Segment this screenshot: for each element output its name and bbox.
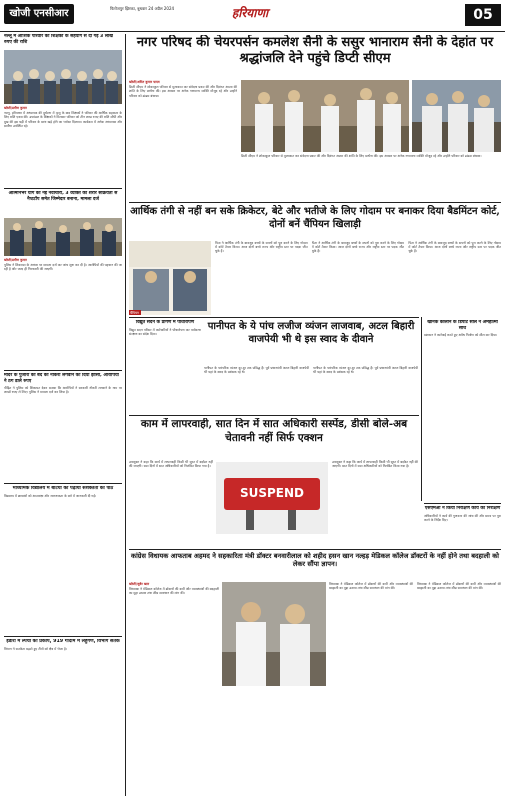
photo-cricket-case xyxy=(4,218,122,256)
story-temple xyxy=(4,373,122,481)
photo-badge: चैंपियन xyxy=(130,310,139,315)
story-byline: खोजी/प्रवीण कुमार xyxy=(4,106,27,110)
story-body: पानीपत के पारंपरिक व्यंजन दूर-दूर तक प्रसिद्ध हैं। पूर्व प्रधानमंत्री अटल बिहारी वाजपेयी भी यहां के स्वाद के प्रशंसक रहे थे। xyxy=(204,366,309,375)
story-khattak xyxy=(424,320,501,500)
story-cricket-case-body xyxy=(4,258,122,368)
story-body: विधायक ने मेडिकल कॉलेज में डॉक्टरों की कमी और व्यवस्थाओं की बदहाली का मुद्दा उठाया तथा शीघ्र समाधान की मांग की। xyxy=(129,587,219,596)
story-congress-body xyxy=(129,582,219,796)
story-body: पीड़ित ने पुलिस को शिकायत देकर बताया कि आरोपियों ने सरकारी नौकरी लगवाने के नाम पर लाखों रुपए ले लिए। पुलिस ने मामला दर्ज कर लिया है। xyxy=(4,386,122,395)
story-body-col3: पिता ने आर्थिक तंगी के बावजूद बच्चों के सपनों को पूरा करने के लिए गोदाम में कोर्ट तैयार किया। आज दोनों बच्चे राज्य और राष्ट्रीय स्तर पर पदक जीत चुके हैं। xyxy=(408,241,501,254)
story-body: विद्यालय में छात्राओं को आत्मरक्षा और जागरूकता के बारे में जानकारी दी गई। xyxy=(4,493,97,498)
section-title: हरियाणा xyxy=(231,6,269,20)
story-body: अधिकारियों ने कार्य की गुणवत्ता की जांच की और समय पर पूरा करने के निर्देश दिए। xyxy=(424,513,501,522)
story-suspend-body-2 xyxy=(332,460,418,546)
story-badminton xyxy=(129,205,501,239)
story-headline: पानीपत के ये पांच लजीज व्यंजन लाजवाब, अटल बिहारी वाजपेयी भी थे इस स्वाद के दीवाने xyxy=(207,321,415,345)
story-headline: विद्युत सदन के प्रांगण में पौधारोपण xyxy=(135,320,195,325)
edition-meta: फिरोजपुर झिरका, बुधवार 24 अप्रैल 2024 xyxy=(110,6,175,11)
story-congress-body-2 xyxy=(329,582,501,796)
story-byline: खोजी/जुबेर खान xyxy=(129,582,150,586)
story-headline: आत्मनिर्भर योग की नई नवाचारी, 3 व्यक्ति की शरीर सक्रियता से नैप्टटॉप समेत जिम्मेदार बनाना, मामला दर्ज xyxy=(8,191,118,202)
story-body: पिता ने आर्थिक तंगी के बावजूद बच्चों के सपनों को पूरा करने के लिए गोदाम में कोर्ट तैयार किया। आज दोनों बच्चे राज्य और राष्ट्रीय स्तर पर पदक जीत चुके हैं। xyxy=(215,241,308,254)
story-headline: मंदिर के पुजारी को बंदे को नौकरी लगवाने का दिया झांसा, आरोपियों ने ठग डाले रुपए xyxy=(4,373,119,384)
photo-badminton xyxy=(129,241,211,315)
story-school xyxy=(4,486,122,634)
story-body-col3: विधायक ने मेडिकल कॉलेज में डॉक्टरों की कमी और व्यवस्थाओं की बदहाली का मुद्दा उठाया तथा शीघ्र समाधान की मांग की। xyxy=(417,582,501,591)
group-photo-icon xyxy=(4,50,122,104)
story-headline: नगर परिषद की चेयरपर्सन कमलेश सैनी के ससुर भानाराम सैनी के देहांत पर श्रद्धांजलि देने पहुंचे डिप्टी सीएम xyxy=(136,35,494,66)
story-headline: इंडोरी में ल्पचो का प्रकोप, 919 गोदाम में लहुगण, विभाग सतर्क xyxy=(6,639,120,644)
meeting-photo-icon xyxy=(241,80,409,152)
story-body: नल्लू, हरियाणा में अध्यापक की दुर्घटना में मृत्यु के बाद शिक्षकों ने परिवार की आर्थिक सहायता के लिए राशि एकत्र की। उपमंडल के शिक्षकों ने मिलकर परिवार को तीन लाख रुपए की राशि सौंपी और दुख की इस घड़ी में परिवार के साथ खड़े होने का भरोसा दिलाया। कार्यक्रम में अनेक अध्यापक और ग्रामीण उपस्थित रहे। xyxy=(4,111,122,128)
story-chairman-more xyxy=(241,154,501,200)
story-headline: कांग्रेस विधायक आफताब अहमद ने सहकारिता मंत्री डॉक्टर बनवारीलाल को शहीद हसन खान नल्हड़ मेडिकल कॉलेज डॉक्टरों के नहीं होने तथा बदहाली को लेकर सौंपा ज्ञापन। xyxy=(131,552,499,569)
story-sp xyxy=(424,506,501,546)
story-headline: खानक कालोन के डिपोर्ट सील न अमहात्मा साथ xyxy=(427,320,498,331)
story-headline: काम में लापरवाही, सात दिन में सात अधिकारी सस्पेंड, डीसी बोले-अब चेतावनी नहीं सिर्फ एक्शन xyxy=(140,418,408,444)
story-headline: आर्थिक तंगी से नहीं बन सके क्रिकेटर, बेटे और भतीजे के लिए गोदाम पर बनाकर दिया बैडमिंटन कोर्ट, दोनों बनें चैंपियन खिलाड़ी xyxy=(130,206,500,230)
photo-chairman-1 xyxy=(241,80,409,152)
story-congress xyxy=(129,552,501,580)
story-body: पुलिस ने शिकायत के आधार पर मामला दर्ज कर जांच शुरू कर दी है। आरोपियों की पहचान की जा रही है और जल्द ही गिरफ्तारी की जाएगी। xyxy=(4,263,122,272)
story-body-continued: डिप्टी सीएम ने शोकाकुल परिवार से मुलाकात कर संवेदना प्रकट की और दिवंगत आत्मा की शांति के लिए प्रार्थना की। इस अवसर पर अनेक गणमान्य व्यक्ति मौजूद रहे और उन्होंने परिवार को ढांढस बंधाया। xyxy=(241,154,482,158)
story-body-col2: विधायक ने मेडिकल कॉलेज में डॉक्टरों की कमी और व्यवस्थाओं की बदहाली का मुद्दा उठाया तथा शीघ्र समाधान की मांग की। xyxy=(329,582,413,591)
story-panipat-body xyxy=(204,366,418,412)
story-badminton-body xyxy=(215,241,501,315)
story-byline: खोजी/अमित कुमार यादव xyxy=(129,80,160,84)
story-vidyut xyxy=(129,320,201,412)
mla-photo-icon xyxy=(222,582,326,686)
newspaper-logo: खोजी एनसीआर xyxy=(4,4,74,24)
story-indori xyxy=(4,639,122,799)
story-body-col2: पानीपत के पारंपरिक व्यंजन दूर-दूर तक प्रसिद्ध हैं। पूर्व प्रधानमंत्री अटल बिहारी वाजपेयी भी यहां के स्वाद के प्रशंसक रहे थे। xyxy=(313,366,418,375)
photo-suspend xyxy=(216,462,328,534)
story-teachers-body xyxy=(4,106,122,186)
story-body: विद्युत सदन परिसर में कर्मचारियों ने पौधारोपण कर पर्यावरण संरक्षण का संदेश दिया। xyxy=(129,327,201,336)
story-body: डिप्टी सीएम ने शोकाकुल परिवार से मुलाकात कर संवेदना प्रकट की और दिवंगत आत्मा की शांति के लिए प्रार्थना की। इस अवसर पर अनेक गणमान्य व्यक्ति मौजूद रहे और उन्होंने परिवार को ढांढस बंधाया। xyxy=(129,85,237,98)
story-body: प्रशासन ने कार्रवाई करते हुए अवैध निर्माण को सील कर दिया। xyxy=(424,333,498,338)
people-photo-icon xyxy=(412,80,501,152)
suspend-sign-text: SUSPEND xyxy=(239,486,305,500)
masthead xyxy=(0,0,505,32)
story-headline: नल्लू में आशिक परिवार को शिक्षकों के सहयोग से दी गई 3 लाख रुपए की राशि xyxy=(4,34,113,45)
story-body: विभाग ने सतर्कता बढ़ाते हुए टीमों को क्षेत्र में भेजा है। xyxy=(4,646,67,651)
crowd-photo-icon xyxy=(4,218,122,256)
photo-chairman-2 xyxy=(412,80,501,152)
story-suspend-body xyxy=(129,460,213,546)
story-headline: माध्यमिक विद्यालय में बेटियों को पढ़ाया सशक्तता का पाठ xyxy=(12,486,114,491)
photo-congress xyxy=(222,582,326,686)
photo-teachers xyxy=(4,50,122,104)
story-headline: एसएमओ ने किया निरीक्षण कार्य का निरीक्षण xyxy=(424,506,501,511)
story-body-col2: उपायुक्त ने कहा कि कार्य में लापरवाही किसी भी सूरत में बर्दाश्त नहीं की जाएगी। सात दिनों में सात अधिकारियों को निलंबित किया गया है। xyxy=(332,460,418,469)
story-body-col2: पिता ने आर्थिक तंगी के बावजूद बच्चों के सपनों को पूरा करने के लिए गोदाम में कोर्ट तैयार किया। आज दोनों बच्चे राज्य और राष्ट्रीय स्तर पर पदक जीत चुके हैं। xyxy=(311,241,405,254)
page-number: 05 xyxy=(465,4,501,26)
story-byline: खोजी/प्रवीण कुमार xyxy=(4,258,27,262)
story-body: उपायुक्त ने कहा कि कार्य में लापरवाही किसी भी सूरत में बर्दाश्त नहीं की जाएगी। सात दिनों में सात अधिकारियों को निलंबित किया गया है। xyxy=(129,460,213,469)
story-suspend xyxy=(129,418,419,458)
badminton-photo-icon xyxy=(129,241,211,315)
story-panipat xyxy=(204,320,418,364)
story-chairman-body xyxy=(129,80,237,200)
story-chairman xyxy=(129,35,501,79)
story-cricket-case xyxy=(4,191,122,217)
